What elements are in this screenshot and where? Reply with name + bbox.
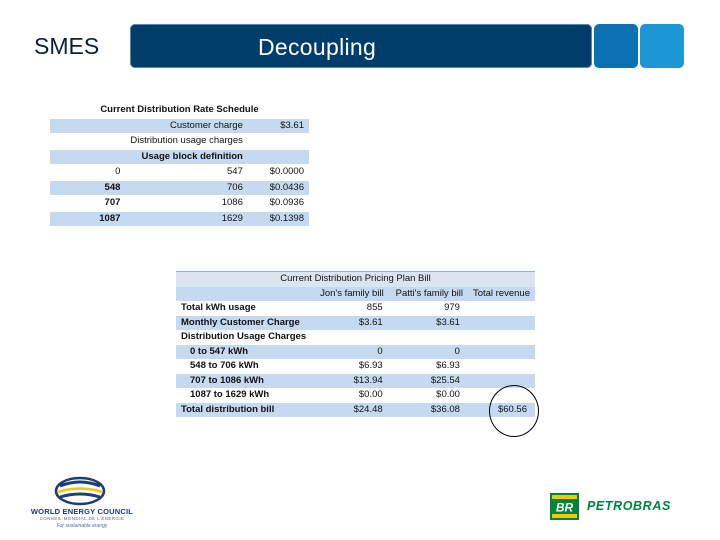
table-cell — [248, 134, 309, 150]
patti-value: $0.00 — [391, 388, 468, 403]
table-row — [176, 403, 535, 418]
rate-schedule-title-row — [50, 103, 309, 118]
block-from: 707 — [50, 196, 125, 212]
block-rate: $0.0936 — [248, 196, 309, 212]
customer-charge-label: Customer charge — [125, 118, 247, 134]
block-rate: $0.0000 — [248, 165, 309, 181]
title-bar — [130, 24, 592, 68]
globe-icon — [54, 476, 106, 506]
row-label: Total kWh usage — [176, 301, 313, 316]
block-to: 547 — [125, 165, 247, 181]
jon-value: $13.94 — [313, 374, 391, 389]
table-cell — [248, 149, 309, 165]
total-value: $60.56 — [468, 403, 535, 418]
smes-label: SMES — [34, 33, 100, 59]
table-row — [50, 211, 309, 227]
row-label: 1087 to 1629 kWh — [176, 388, 313, 403]
block-rate: $0.1398 — [248, 211, 309, 227]
row-label: 707 to 1086 kWh — [176, 374, 313, 389]
table-cell — [50, 118, 125, 134]
rate-schedule-table — [50, 103, 309, 227]
table-cell — [50, 134, 125, 150]
petrobras-name: PETROBRAS — [587, 499, 671, 513]
table-cell — [50, 149, 125, 165]
table-row — [176, 301, 535, 316]
block-to: 1629 — [125, 211, 247, 227]
customer-charge-row — [50, 118, 309, 134]
slide-title: Decoupling — [258, 34, 377, 60]
row-label: Monthly Customer Charge — [176, 316, 313, 331]
column-header-patti: Patti's family bill — [391, 287, 468, 302]
table-row — [50, 165, 309, 181]
jon-value — [313, 330, 391, 345]
pricing-plan-bill-table — [176, 271, 535, 417]
patti-value: $36.08 — [391, 403, 468, 418]
petrobras-logo — [550, 493, 690, 521]
accent-square-dark — [594, 24, 638, 68]
patti-value: $3.61 — [391, 316, 468, 331]
wec-subtitle: CONSEIL MONDIAL DE L'ÉNERGIE — [39, 516, 125, 521]
jon-value: $0.00 — [313, 388, 391, 403]
block-from: 548 — [50, 180, 125, 196]
jon-value: 0 — [313, 345, 391, 360]
jon-value: $24.48 — [313, 403, 391, 418]
jon-value: $3.61 — [313, 316, 391, 331]
table-row — [50, 196, 309, 212]
block-to: 706 — [125, 180, 247, 196]
highlight-circle — [489, 385, 539, 437]
bill-title: Current Distribution Pricing Plan Bill — [176, 272, 535, 287]
br-mark: BR — [555, 500, 574, 515]
block-from: 0 — [50, 165, 125, 181]
table-row — [176, 316, 535, 331]
total-value — [468, 345, 535, 360]
jon-value: 855 — [313, 301, 391, 316]
total-value — [468, 374, 535, 389]
table-row — [176, 359, 535, 374]
patti-value: 0 — [391, 345, 468, 360]
table-row — [176, 330, 535, 345]
wec-tagline: For sustainable energy — [56, 523, 108, 529]
br-logo-icon — [550, 493, 579, 520]
accent-square-light — [640, 24, 684, 68]
patti-value — [391, 330, 468, 345]
total-value — [468, 301, 535, 316]
jon-value: $6.93 — [313, 359, 391, 374]
customer-charge-value: $3.61 — [248, 118, 309, 134]
block-from: 1087 — [50, 211, 125, 227]
table-row — [50, 180, 309, 196]
row-label: 0 to 547 kWh — [176, 345, 313, 360]
total-value — [468, 316, 535, 331]
block-definition-row — [50, 149, 309, 165]
row-label: Distribution Usage Charges — [176, 330, 313, 345]
wec-name: WORLD ENERGY COUNCIL — [30, 507, 134, 516]
table-row — [176, 374, 535, 389]
patti-value: $6.93 — [391, 359, 468, 374]
row-label: Total distribution bill — [176, 403, 313, 418]
block-rate: $0.0436 — [248, 180, 309, 196]
table-cell — [176, 287, 313, 302]
usage-charges-row — [50, 134, 309, 150]
column-header-total: Total revenue — [468, 287, 535, 302]
table-row — [176, 388, 535, 403]
world-energy-council-logo — [26, 476, 138, 532]
block-to: 1086 — [125, 196, 247, 212]
patti-value: $25.54 — [391, 374, 468, 389]
rate-schedule-title: Current Distribution Rate Schedule — [50, 103, 309, 118]
column-header-jon: Jon's family bill — [313, 287, 391, 302]
patti-value: 979 — [391, 301, 468, 316]
table-row — [176, 345, 535, 360]
bill-title-row — [176, 272, 535, 287]
bill-column-headers — [176, 287, 535, 302]
block-definition-label: Usage block definition — [125, 149, 247, 165]
total-value — [468, 359, 535, 374]
row-label: 548 to 706 kWh — [176, 359, 313, 374]
usage-charges-label: Distribution usage charges — [125, 134, 247, 150]
total-value — [468, 330, 535, 345]
